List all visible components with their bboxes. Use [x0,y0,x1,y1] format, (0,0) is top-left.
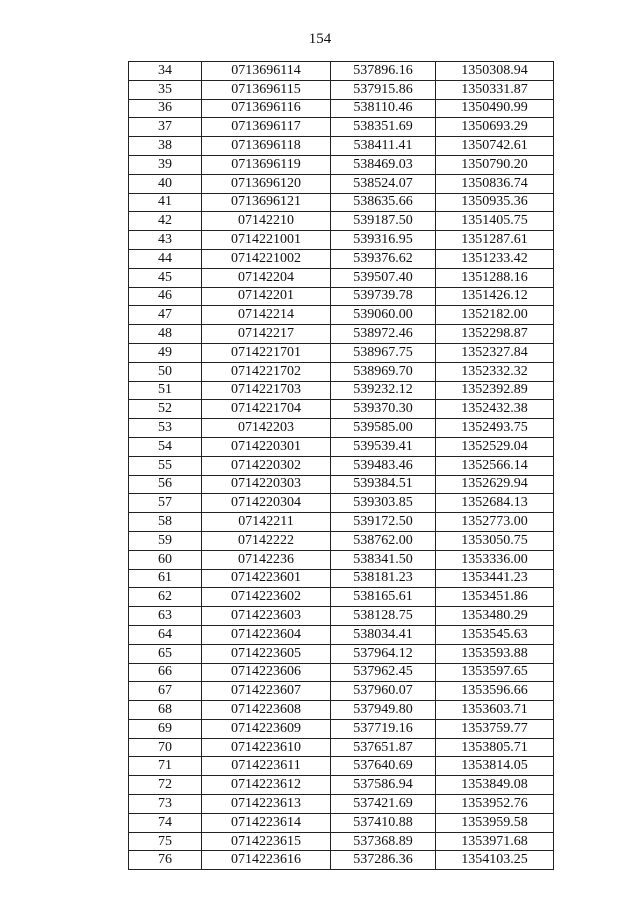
x-coordinate-cell: 538972.46 [331,325,436,344]
row-number-cell: 56 [129,475,202,494]
y-coordinate-cell: 1350742.61 [436,137,554,156]
y-coordinate-cell: 1352332.32 [436,362,554,381]
table-row [129,155,554,174]
x-coordinate-cell: 538034.41 [331,625,436,644]
row-number-cell: 67 [129,682,202,701]
y-coordinate-cell: 1352529.04 [436,437,554,456]
y-coordinate-cell: 1353545.63 [436,625,554,644]
table-row [129,287,554,306]
point-id-cell: 0714223607 [202,682,331,701]
table-row [129,249,554,268]
row-number-cell: 54 [129,437,202,456]
y-coordinate-cell: 1350836.74 [436,174,554,193]
row-number-cell: 75 [129,832,202,851]
point-id-cell: 0714223601 [202,569,331,588]
point-id-cell: 0714220302 [202,456,331,475]
x-coordinate-cell: 538165.61 [331,588,436,607]
row-number-cell: 36 [129,99,202,118]
y-coordinate-cell: 1353050.75 [436,531,554,550]
x-coordinate-cell: 537949.80 [331,701,436,720]
table-row [129,174,554,193]
row-number-cell: 45 [129,268,202,287]
y-coordinate-cell: 1350790.20 [436,155,554,174]
y-coordinate-cell: 1350490.99 [436,99,554,118]
row-number-cell: 76 [129,851,202,870]
y-coordinate-cell: 1351233.42 [436,249,554,268]
point-id-cell: 0714220304 [202,494,331,513]
x-coordinate-cell: 537960.07 [331,682,436,701]
row-number-cell: 61 [129,569,202,588]
x-coordinate-cell: 537896.16 [331,62,436,81]
x-coordinate-cell: 538762.00 [331,531,436,550]
x-coordinate-cell: 538341.50 [331,550,436,569]
row-number-cell: 35 [129,80,202,99]
y-coordinate-cell: 1353451.86 [436,588,554,607]
x-coordinate-cell: 537586.94 [331,776,436,795]
table-row [129,757,554,776]
y-coordinate-cell: 1352327.84 [436,343,554,362]
x-coordinate-cell: 539316.95 [331,231,436,250]
table-row [129,795,554,814]
table-row [129,832,554,851]
y-coordinate-cell: 1353441.23 [436,569,554,588]
x-coordinate-cell: 537286.36 [331,851,436,870]
row-number-cell: 72 [129,776,202,795]
y-coordinate-cell: 1352432.38 [436,400,554,419]
x-coordinate-cell: 537964.12 [331,644,436,663]
table-row [129,513,554,532]
y-coordinate-cell: 1352493.75 [436,419,554,438]
row-number-cell: 73 [129,795,202,814]
table-row [129,231,554,250]
y-coordinate-cell: 1353597.65 [436,663,554,682]
y-coordinate-cell: 1353952.76 [436,795,554,814]
point-id-cell: 0714221001 [202,231,331,250]
y-coordinate-cell: 1350308.94 [436,62,554,81]
point-id-cell: 0714221704 [202,400,331,419]
row-number-cell: 38 [129,137,202,156]
point-id-cell: 0713696121 [202,193,331,212]
y-coordinate-cell: 1350331.87 [436,80,554,99]
point-id-cell: 0714223605 [202,644,331,663]
x-coordinate-cell: 539539.41 [331,437,436,456]
table-row [129,362,554,381]
row-number-cell: 70 [129,738,202,757]
x-coordinate-cell: 539370.30 [331,400,436,419]
y-coordinate-cell: 1353603.71 [436,701,554,720]
x-coordinate-cell: 539187.50 [331,212,436,231]
x-coordinate-cell: 539303.85 [331,494,436,513]
row-number-cell: 43 [129,231,202,250]
row-number-cell: 66 [129,663,202,682]
point-id-cell: 0713696116 [202,99,331,118]
point-id-cell: 0714223613 [202,795,331,814]
y-coordinate-cell: 1352629.94 [436,475,554,494]
x-coordinate-cell: 537962.45 [331,663,436,682]
row-number-cell: 42 [129,212,202,231]
x-coordinate-cell: 538469.03 [331,155,436,174]
x-coordinate-cell: 539060.00 [331,306,436,325]
x-coordinate-cell: 537915.86 [331,80,436,99]
x-coordinate-cell: 538110.46 [331,99,436,118]
point-id-cell: 0714223610 [202,738,331,757]
y-coordinate-cell: 1353814.05 [436,757,554,776]
table-row [129,212,554,231]
row-number-cell: 47 [129,306,202,325]
y-coordinate-cell: 1354103.25 [436,851,554,870]
row-number-cell: 68 [129,701,202,720]
table-row [129,644,554,663]
point-id-cell: 0714221701 [202,343,331,362]
point-id-cell: 07142203 [202,419,331,438]
row-number-cell: 46 [129,287,202,306]
y-coordinate-cell: 1353336.00 [436,550,554,569]
row-number-cell: 62 [129,588,202,607]
point-id-cell: 0713696119 [202,155,331,174]
y-coordinate-cell: 1353480.29 [436,607,554,626]
point-id-cell: 07142204 [202,268,331,287]
table-row [129,813,554,832]
row-number-cell: 74 [129,813,202,832]
y-coordinate-cell: 1352392.89 [436,381,554,400]
x-coordinate-cell: 538635.66 [331,193,436,212]
x-coordinate-cell: 539384.51 [331,475,436,494]
row-number-cell: 63 [129,607,202,626]
x-coordinate-cell: 539172.50 [331,513,436,532]
table-row [129,118,554,137]
y-coordinate-cell: 1353596.66 [436,682,554,701]
y-coordinate-cell: 1353805.71 [436,738,554,757]
table-row [129,137,554,156]
coordinate-table [128,61,554,870]
y-coordinate-cell: 1353593.88 [436,644,554,663]
point-id-cell: 07142214 [202,306,331,325]
point-id-cell: 0714223614 [202,813,331,832]
row-number-cell: 60 [129,550,202,569]
y-coordinate-cell: 1350935.36 [436,193,554,212]
x-coordinate-cell: 538969.70 [331,362,436,381]
row-number-cell: 69 [129,719,202,738]
x-coordinate-cell: 537410.88 [331,813,436,832]
table-row [129,550,554,569]
point-id-cell: 0714223616 [202,851,331,870]
x-coordinate-cell: 539232.12 [331,381,436,400]
y-coordinate-cell: 1352773.00 [436,513,554,532]
table-row [129,776,554,795]
table-row [129,419,554,438]
x-coordinate-cell: 537719.16 [331,719,436,738]
table-row [129,400,554,419]
y-coordinate-cell: 1352684.13 [436,494,554,513]
point-id-cell: 07142201 [202,287,331,306]
x-coordinate-cell: 537421.69 [331,795,436,814]
row-number-cell: 49 [129,343,202,362]
table-row [129,494,554,513]
point-id-cell: 0714223608 [202,701,331,720]
point-id-cell: 07142222 [202,531,331,550]
y-coordinate-cell: 1352298.87 [436,325,554,344]
point-id-cell: 0713696115 [202,80,331,99]
table-row [129,306,554,325]
y-coordinate-cell: 1352182.00 [436,306,554,325]
point-id-cell: 0714223603 [202,607,331,626]
point-id-cell: 0714221002 [202,249,331,268]
y-coordinate-cell: 1352566.14 [436,456,554,475]
row-number-cell: 50 [129,362,202,381]
point-id-cell: 0713696118 [202,137,331,156]
point-id-cell: 0713696114 [202,62,331,81]
table-row [129,268,554,287]
row-number-cell: 39 [129,155,202,174]
table-row [129,62,554,81]
row-number-cell: 58 [129,513,202,532]
x-coordinate-cell: 539376.62 [331,249,436,268]
row-number-cell: 53 [129,419,202,438]
x-coordinate-cell: 537640.69 [331,757,436,776]
row-number-cell: 57 [129,494,202,513]
table-row [129,99,554,118]
table-row [129,663,554,682]
page-number: 154 [308,31,332,47]
point-id-cell: 0713696117 [202,118,331,137]
table-body [129,62,554,870]
row-number-cell: 55 [129,456,202,475]
point-id-cell: 07142211 [202,513,331,532]
x-coordinate-cell: 538351.69 [331,118,436,137]
y-coordinate-cell: 1353971.68 [436,832,554,851]
row-number-cell: 48 [129,325,202,344]
point-id-cell: 0714223606 [202,663,331,682]
point-id-cell: 07142210 [202,212,331,231]
point-id-cell: 0714221703 [202,381,331,400]
point-id-cell: 0714223615 [202,832,331,851]
x-coordinate-cell: 537368.89 [331,832,436,851]
x-coordinate-cell: 539507.40 [331,268,436,287]
table-row [129,381,554,400]
row-number-cell: 37 [129,118,202,137]
y-coordinate-cell: 1353759.77 [436,719,554,738]
point-id-cell: 0714223611 [202,757,331,776]
y-coordinate-cell: 1351426.12 [436,287,554,306]
x-coordinate-cell: 537651.87 [331,738,436,757]
point-id-cell: 0714223604 [202,625,331,644]
point-id-cell: 0713696120 [202,174,331,193]
row-number-cell: 41 [129,193,202,212]
table-row [129,607,554,626]
table-row [129,475,554,494]
table-row [129,437,554,456]
point-id-cell: 0714221702 [202,362,331,381]
x-coordinate-cell: 538128.75 [331,607,436,626]
table-row [129,456,554,475]
y-coordinate-cell: 1350693.29 [436,118,554,137]
table-row [129,325,554,344]
table-row [129,588,554,607]
row-number-cell: 52 [129,400,202,419]
row-number-cell: 71 [129,757,202,776]
x-coordinate-cell: 538524.07 [331,174,436,193]
x-coordinate-cell: 538967.75 [331,343,436,362]
point-id-cell: 0714220303 [202,475,331,494]
point-id-cell: 0714220301 [202,437,331,456]
y-coordinate-cell: 1353959.58 [436,813,554,832]
x-coordinate-cell: 539739.78 [331,287,436,306]
table-row [129,193,554,212]
table-row [129,343,554,362]
x-coordinate-cell: 538181.23 [331,569,436,588]
row-number-cell: 51 [129,381,202,400]
y-coordinate-cell: 1351405.75 [436,212,554,231]
row-number-cell: 59 [129,531,202,550]
table-row [129,80,554,99]
table-row [129,625,554,644]
row-number-cell: 65 [129,644,202,663]
point-id-cell: 0714223612 [202,776,331,795]
x-coordinate-cell: 538411.41 [331,137,436,156]
row-number-cell: 34 [129,62,202,81]
point-id-cell: 07142236 [202,550,331,569]
y-coordinate-cell: 1351288.16 [436,268,554,287]
table-row [129,851,554,870]
table-row [129,569,554,588]
y-coordinate-cell: 1353849.08 [436,776,554,795]
x-coordinate-cell: 539483.46 [331,456,436,475]
table-row [129,738,554,757]
y-coordinate-cell: 1351287.61 [436,231,554,250]
point-id-cell: 0714223609 [202,719,331,738]
table-row [129,682,554,701]
point-id-cell: 0714223602 [202,588,331,607]
row-number-cell: 64 [129,625,202,644]
table-row [129,719,554,738]
point-id-cell: 07142217 [202,325,331,344]
x-coordinate-cell: 539585.00 [331,419,436,438]
table-row [129,531,554,550]
row-number-cell: 44 [129,249,202,268]
table-row [129,701,554,720]
row-number-cell: 40 [129,174,202,193]
